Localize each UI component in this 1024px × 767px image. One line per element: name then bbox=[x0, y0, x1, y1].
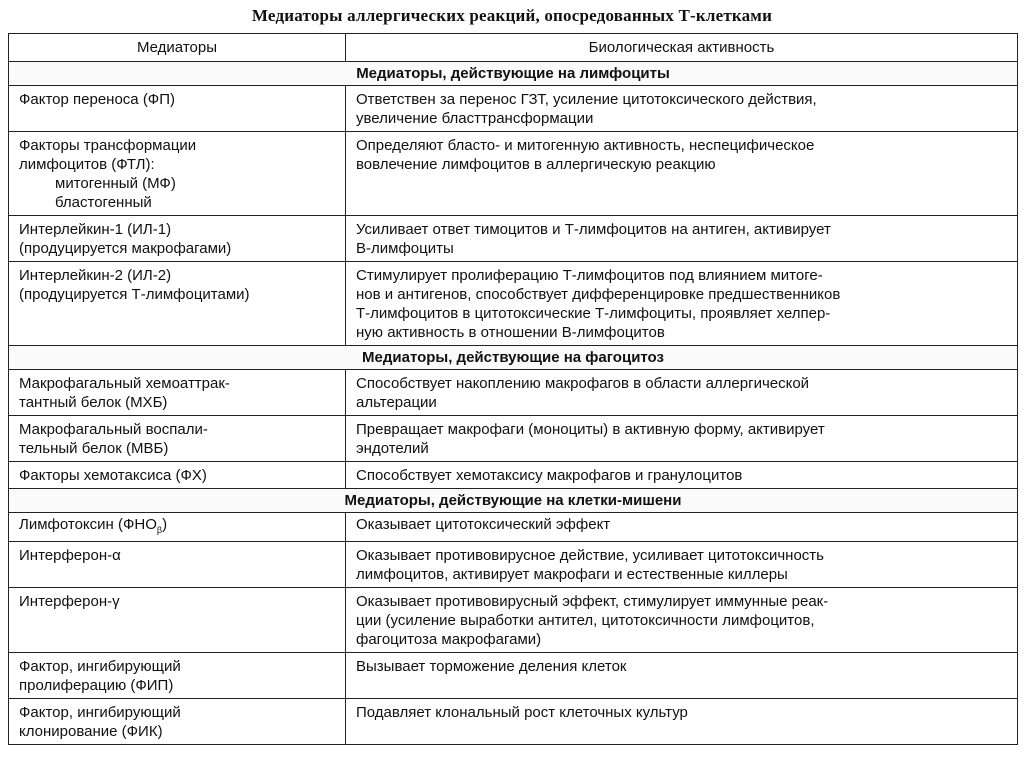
table-row bbox=[9, 370, 1018, 416]
column-header-activity: Биологическая активность bbox=[346, 34, 1018, 62]
mediator-cell bbox=[9, 513, 346, 542]
activity-text: Способствует накоплению макрофагов в области аллергической bbox=[356, 375, 810, 392]
mediator-cell bbox=[9, 542, 346, 588]
mediator-name: Факторы трансформации bbox=[19, 137, 197, 154]
table-row bbox=[9, 216, 1018, 262]
activity-text: вовлечение лимфоцитов в аллергическую реакцию bbox=[356, 156, 716, 173]
activity-text: ную активность в отношении В-лимфоцитов bbox=[356, 324, 665, 341]
activity-text: Ответствен за перенос ГЗТ, усиление цитотоксического действия, bbox=[356, 91, 817, 108]
mediator-name: Интерферон-α bbox=[19, 547, 121, 564]
mediator-cell bbox=[9, 216, 346, 262]
mediator-name: пролиферацию (ФИП) bbox=[19, 677, 174, 694]
activity-text: Превращает макрофаги (моноциты) в активную форму, активирует bbox=[356, 421, 825, 438]
mediator-name: Фактор, ингибирующий bbox=[19, 704, 181, 721]
mediator-name: (продуцируется Т-лимфоцитами) bbox=[19, 286, 250, 303]
mediator-cell bbox=[9, 588, 346, 653]
activity-cell bbox=[346, 216, 1018, 262]
table-row bbox=[9, 86, 1018, 132]
mediator-name: Фактор, ингибирующий bbox=[19, 658, 181, 675]
section-row bbox=[9, 346, 1018, 370]
mediator-name: лимфоцитов (ФТЛ): bbox=[19, 156, 155, 173]
mediator-cell bbox=[9, 653, 346, 699]
activity-text: эндотелий bbox=[356, 440, 429, 457]
column-header-mediators: Медиаторы bbox=[9, 34, 346, 62]
section-heading: Медиаторы, действующие на клетки-мишени bbox=[9, 489, 1018, 513]
mediator-name: тантный белок (МХБ) bbox=[19, 394, 168, 411]
mediator-cell bbox=[9, 416, 346, 462]
activity-cell bbox=[346, 262, 1018, 346]
table-row bbox=[9, 513, 1018, 542]
mediator-name: тельный белок (МВБ) bbox=[19, 440, 169, 457]
table-row bbox=[9, 416, 1018, 462]
activity-cell bbox=[346, 653, 1018, 699]
activity-text: Усиливает ответ тимоцитов и Т-лимфоцитов на антиген, активирует bbox=[356, 221, 831, 238]
table-row bbox=[9, 699, 1018, 745]
activity-text: Т-лимфоцитов в цитотоксические Т-лимфоциты, проявляет хелпер- bbox=[356, 305, 831, 322]
table-row bbox=[9, 462, 1018, 489]
activity-text: Подавляет клональный рост клеточных культур bbox=[356, 704, 688, 721]
table-row bbox=[9, 262, 1018, 346]
mediator-name: Интерлейкин-2 (ИЛ-2) bbox=[19, 267, 172, 284]
mediator-name-suffix: ) bbox=[162, 516, 168, 533]
mediator-cell bbox=[9, 262, 346, 346]
activity-text: ции (усиление выработки антител, цитотоксичности лимфоцитов, bbox=[356, 612, 815, 629]
mediator-cell bbox=[9, 86, 346, 132]
activity-cell bbox=[346, 588, 1018, 653]
activity-text: альтерации bbox=[356, 394, 437, 411]
activity-cell bbox=[346, 542, 1018, 588]
mediator-name: Макрофагальный воспали- bbox=[19, 421, 208, 438]
table-row bbox=[9, 542, 1018, 588]
activity-text: нов и антигенов, способствует дифференцировке предшественников bbox=[356, 286, 841, 303]
mediator-cell bbox=[9, 370, 346, 416]
mediator-subtype: бластогенный bbox=[55, 194, 152, 211]
activity-text: фагоцитоза макрофагами) bbox=[356, 631, 542, 648]
activity-cell bbox=[346, 416, 1018, 462]
mediator-name: Макрофагальный хемоаттрак- bbox=[19, 375, 230, 392]
table-row bbox=[9, 588, 1018, 653]
mediator-cell bbox=[9, 132, 346, 216]
activity-text: Стимулирует пролиферацию Т-лимфоцитов под влиянием митоге- bbox=[356, 267, 823, 284]
activity-text: лимфоцитов, активирует макрофаги и естественные киллеры bbox=[356, 566, 788, 583]
mediator-name: Лимфотоксин (ФНО bbox=[19, 516, 157, 533]
activity-text: Оказывает противовирусный эффект, стимулирует иммунные реак- bbox=[356, 593, 829, 610]
table-row bbox=[9, 132, 1018, 216]
mediator-name: клонирование (ФИК) bbox=[19, 723, 163, 740]
activity-text: Способствует хемотаксису макрофагов и гранулоцитов bbox=[356, 467, 743, 484]
activity-text: увеличение бласттрансформации bbox=[356, 110, 594, 127]
activity-cell bbox=[346, 132, 1018, 216]
activity-text: Определяют бласто- и митогенную активность, неспецифическое bbox=[356, 137, 815, 154]
table-row bbox=[9, 653, 1018, 699]
activity-text: В-лимфоциты bbox=[356, 240, 454, 257]
activity-cell bbox=[346, 462, 1018, 489]
mediator-name: (продуцируется макрофагами) bbox=[19, 240, 232, 257]
section-heading: Медиаторы, действующие на лимфоциты bbox=[9, 62, 1018, 86]
mediator-subscript: β bbox=[156, 525, 163, 535]
activity-cell bbox=[346, 86, 1018, 132]
mediator-cell bbox=[9, 462, 346, 489]
section-row bbox=[9, 489, 1018, 513]
mediator-name: Фактор переноса (ФП) bbox=[19, 91, 175, 108]
section-row bbox=[9, 62, 1018, 86]
activity-cell bbox=[346, 699, 1018, 745]
mediator-name: Интерлейкин-1 (ИЛ-1) bbox=[19, 221, 172, 238]
activity-cell bbox=[346, 513, 1018, 542]
header-row bbox=[9, 34, 1018, 62]
activity-text: Оказывает противовирусное действие, усиливает цитотоксичность bbox=[356, 547, 824, 564]
mediator-name: Интерферон-γ bbox=[19, 593, 120, 610]
activity-text: Вызывает торможение деления клеток bbox=[356, 658, 627, 675]
mediator-subtype: митогенный (МФ) bbox=[55, 175, 176, 192]
activity-cell bbox=[346, 370, 1018, 416]
activity-text: Оказывает цитотоксический эффект bbox=[356, 516, 611, 533]
mediator-cell bbox=[9, 699, 346, 745]
section-heading: Медиаторы, действующие на фагоцитоз bbox=[9, 346, 1018, 370]
mediators-table bbox=[8, 33, 1018, 745]
mediator-name: Факторы хемотаксиса (ФХ) bbox=[19, 467, 207, 484]
table-title: Медиаторы аллергических реакций, опосредованных Т-клетками bbox=[251, 6, 773, 25]
